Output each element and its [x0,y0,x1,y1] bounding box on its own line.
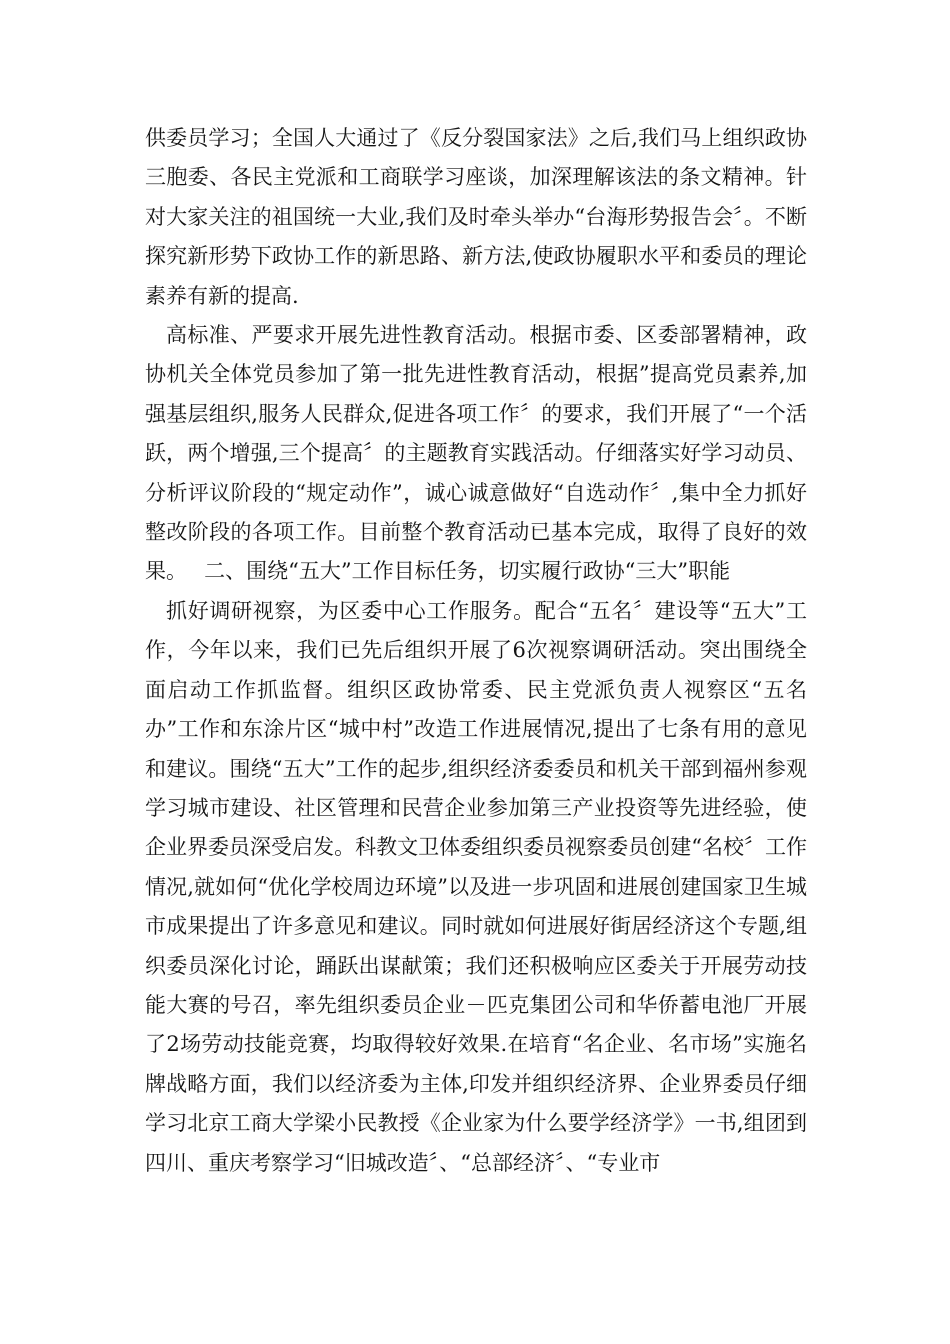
paragraph-research-inspection: 抓好调研视察，为区委中心工作服务。配合“五名〞建设等“五大”工作，今年以来，我们已先后组织开展了6次视察调研活动。突出围绕全面启动工作抓监督。组织区政协常委、民主党派负责人视察区“五名办”工作和东涂片区“城中村”改造工作进展情况,提出了七条有用的意见和建议。围绕“五大”工作的起步,组织经济委委员和机关干部到福州参观学习城市建设、社区管理和民营企业参加第三产业投资等先进经验，使企业界委员深受启发。科教文卫体委组织委员视察委员创建“名校〞工作情况,就如何“优化学校周边环境”以及进一步巩固和进展创建国家卫生城市成果提出了许多意见和建议。同时就如何进展好街居经济这个专题,组织委员深化讨论，踊跃出谋献策；我们还积极响应区委关于开展劳动技能大赛的号召，率先组织委员企业－匹克集团公司和华侨蓄电池厂开展了2场劳动技能竞赛，均取得较好效果.在培育“名企业、名市场”实施名牌战略方面，我们以经济委为主体,印发并组织经济界、企业界委员仔细学习北京工商大学梁小民教授《企业家为什么要学经济学》一书,组团到四川、重庆考察学习“旧城改造〞、“总部经济〞、“专业市 [145,598,807,1175]
document-body [145,119,807,1183]
paragraph-continuation: 供委员学习；全国人大通过了《反分裂国家法》之后,我们马上组织政协三胞委、各民主党派和工商联学习座谈，加深理解该法的条文精神。针对大家关注的祖国统一大业,我们及时牵头举办“台海形势报告会〞。不断探究新形势下政协工作的新思路、新方法,使政协履职水平和委员的理论素养有新的提高. [145,126,807,308]
paragraph-education-activity: 高标准、严要求开展先进性教育活动。根据市委、区委部署精神，政协机关全体党员参加了第一批先进性教育活动，根据”提高党员素养,加强基层组织,服务人民群众,促进各项工作〞的要求，我们开展了“一个活跃，两个增强,三个提高〞的主题教育实践活动。仔细落实好学习动员、分析评议阶段的“规定动作”，诚心诚意做好“自选动作〞,集中全力抓好整改阶段的各项工作。目前整个教育活动已基本完成，取得了良好的效果。 二、围绕“五大”工作目标任务，切实履行政协“三大”职能 [145,323,807,584]
